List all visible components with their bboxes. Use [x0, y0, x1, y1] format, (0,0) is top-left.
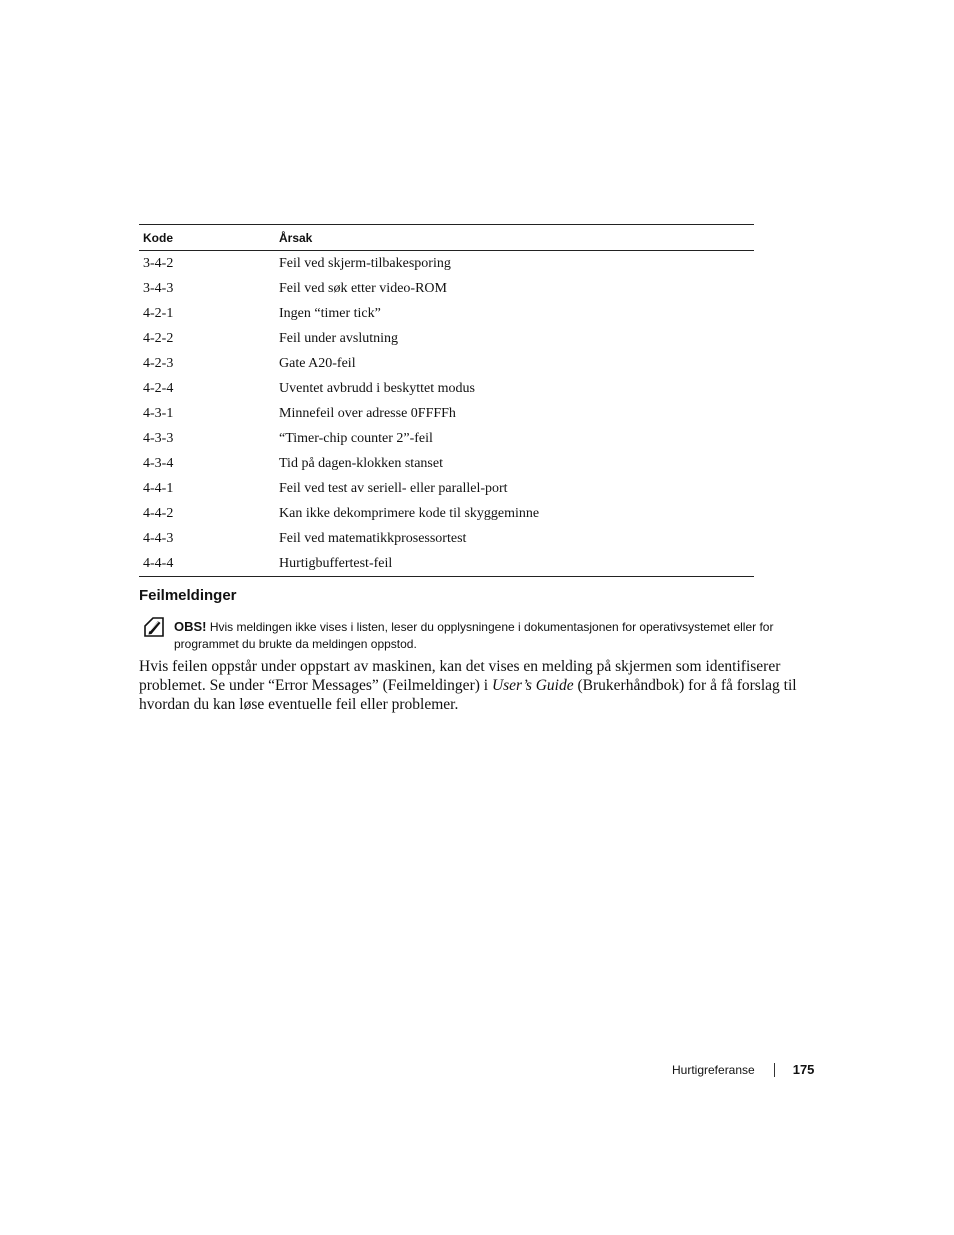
beep-code-table: [139, 224, 754, 577]
cell-cause: Ingen “timer tick”: [279, 305, 381, 321]
note-label: OBS!: [174, 619, 207, 634]
cell-code: 4-2-4: [143, 380, 174, 396]
table-row: [139, 526, 754, 551]
users-guide-title: User’s Guide: [491, 677, 574, 694]
body-text-start: Hvis feilen oppstår under oppstart av maskinen, kan det vises en melding på skjermen som identifiserer problemet. Se under “Error Messages” (Feilmeldinger) i: [139, 658, 781, 694]
table-row: [139, 376, 754, 401]
page-number: 175: [792, 1062, 815, 1077]
table-row: [139, 351, 754, 376]
table-body: [139, 251, 754, 576]
table-row: [139, 326, 754, 351]
cell-cause: Feil ved søk etter video-ROM: [279, 280, 447, 296]
body-text-end: (Brukerhåndbok) for å få forslag til hvordan du kan løse eventuelle feil eller problemer.: [139, 677, 797, 713]
column-header-cause: Årsak: [279, 230, 313, 245]
cell-code: 4-2-3: [143, 355, 174, 371]
table-row: [139, 551, 754, 576]
cell-code: 3-4-3: [143, 280, 174, 296]
table-row: [139, 401, 754, 426]
table-row: [139, 501, 754, 526]
table-row: [139, 276, 754, 301]
cell-cause: “Timer-chip counter 2”-feil: [279, 430, 433, 446]
body-paragraph: [139, 657, 799, 714]
footer-section-name: Hurtigreferanse: [672, 1062, 755, 1077]
cell-cause: Uventet avbrudd i beskyttet modus: [279, 380, 475, 396]
cell-cause: Feil ved matematikkprosessortest: [279, 530, 467, 546]
cell-cause: Gate A20-feil: [279, 355, 356, 371]
cell-cause: Feil ved test av seriell- eller parallel-port: [279, 480, 508, 496]
note-text: [174, 618, 794, 653]
cell-code: 4-4-2: [143, 505, 174, 521]
table-row: [139, 251, 754, 276]
cell-cause: Tid på dagen-klokken stanset: [279, 455, 443, 471]
cell-code: 4-4-3: [143, 530, 174, 546]
footer-divider: [774, 1063, 775, 1077]
table-row: [139, 426, 754, 451]
cell-code: 4-3-3: [143, 430, 174, 446]
cell-code: 4-2-1: [143, 305, 174, 321]
table-row: [139, 451, 754, 476]
cell-code: 3-4-2: [143, 255, 174, 271]
cell-code: 4-4-1: [143, 480, 174, 496]
page-footer: [672, 1062, 814, 1077]
cell-code: 4-3-1: [143, 405, 174, 421]
table-header-row: [139, 225, 754, 251]
cell-cause: Kan ikke dekomprimere kode til skyggeminne: [279, 505, 540, 521]
cell-code: 4-2-2: [143, 330, 174, 346]
note-pencil-icon: [144, 617, 164, 637]
table-row: [139, 301, 754, 326]
cell-code: 4-3-4: [143, 455, 174, 471]
cell-cause: Feil ved skjerm-tilbakesporing: [279, 255, 451, 271]
cell-code: 4-4-4: [143, 555, 174, 571]
table-row: [139, 476, 754, 501]
cell-cause: Feil under avslutning: [279, 330, 398, 346]
cell-cause: Hurtigbuffertest-feil: [279, 555, 393, 571]
note-body: Hvis meldingen ikke vises i listen, leser du opplysningene i dokumentasjonen for operativsystemet eller for programmet du brukte da meldingen oppstod.: [174, 620, 774, 651]
cell-cause: Minnefeil over adresse 0FFFFh: [279, 405, 456, 421]
section-title: Feilmeldinger: [139, 587, 237, 604]
column-header-code: Kode: [143, 230, 173, 245]
